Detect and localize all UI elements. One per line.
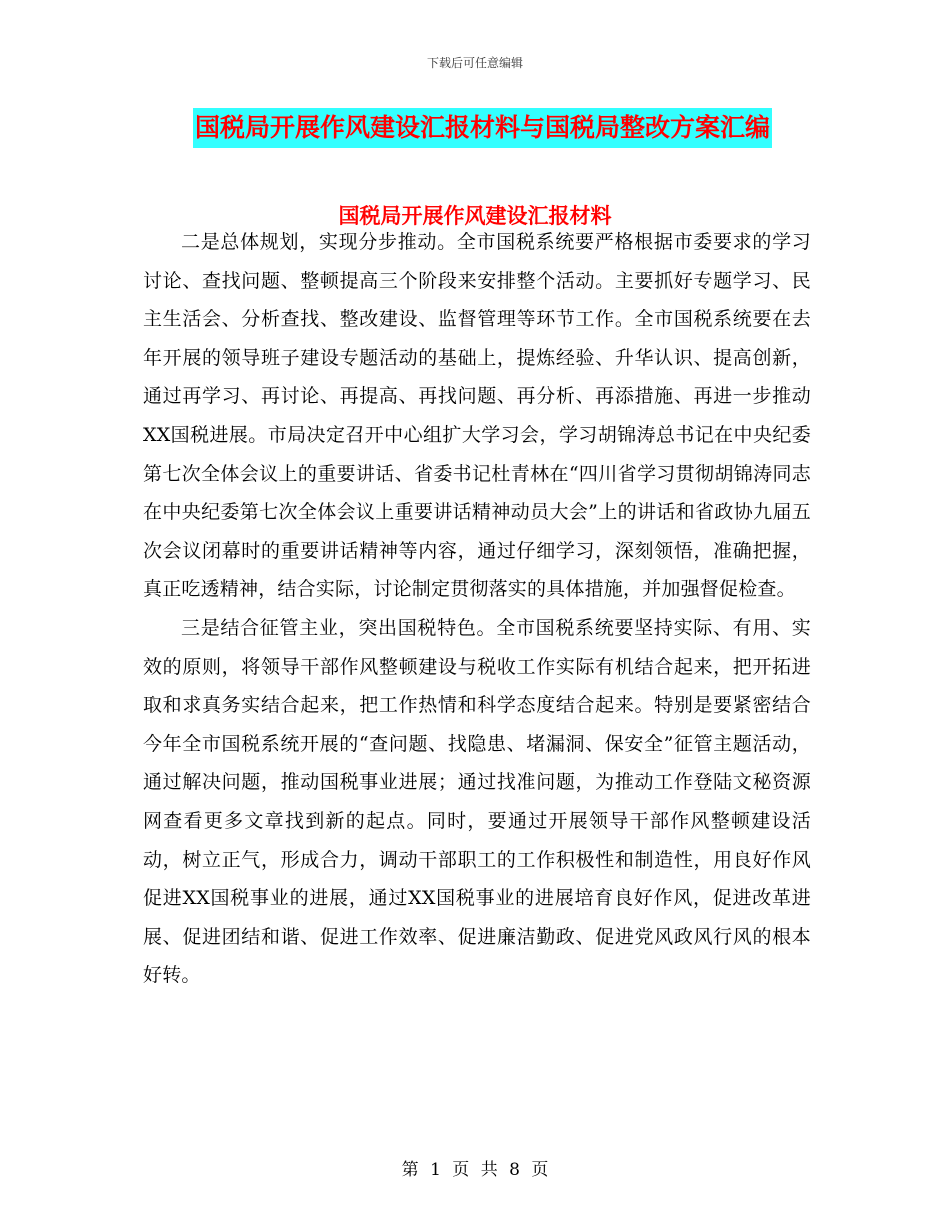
document-title: 国税局开展作风建设汇报材料与国税局整改方案汇编 <box>193 108 772 148</box>
paragraph-2: 三是结合征管主业，突出国税特色。全市国税系统要坚持实际、有用、实效的原则，将领导干部作风整顿建设与税收工作实际有机结合起来，把开拓进取和求真务实结合起来，把工作热情和科学态度结合起来。特别是要紧密结合今年全市国税系统开展的“查问题、找隐患、堵漏洞、保安全”征管主题活动，通过解决问题，推动国税事业进展；通过找准问题，为推动工作登陆文秘资源网查看更多文章找到新的起点。同时，要通过开展领导干部作风整顿建设活动，树立正气，形成合力，调动干部职工的工作积极性和制造性，用良好作风促进XX国税事业的进展，通过XX国税事业的进展培育良好作风，促进改革进展、促进团结和谐、促进工作效率、促进廉洁勤政、促进党风政风行风的根本好转。 <box>143 616 811 987</box>
header-note: 下载后可任意编辑 <box>426 56 523 70</box>
body-text <box>143 223 811 995</box>
page-footer: 第 1 页 共 8 页 <box>401 1160 549 1180</box>
paragraph-1: 二是总体规划，实现分步推动。全市国税系统要严格根据市委要求的学习讨论、查找问题、整顿提高三个阶段来安排整个活动。主要抓好专题学习、民主生活会、分析查找、整改建设、监督管理等环节工作。全市国税系统要在去年开展的领导班子建设专题活动的基础上，提炼经验、升华认识、提高创新，通过再学习、再讨论、再提高、再找问题、再分析、再添措施、再进一步推动XX国税进展。市局决定召开中心组扩大学习会，学习胡锦涛总书记在中央纪委第七次全体会议上的重要讲话、省委书记杜青林在“四川省学习贯彻胡锦涛同志在中央纪委第七次全体会议上重要讲话精神动员大会”上的讲话和省政协九届五次会议闭幕时的重要讲话精神等内容，通过仔细学习，深刻领悟，准确把握，真正吃透精神，结合实际，讨论制定贯彻落实的具体措施，并加强督促检查。 <box>143 231 811 601</box>
section-title: 国税局开展作风建设汇报材料 <box>338 203 612 228</box>
